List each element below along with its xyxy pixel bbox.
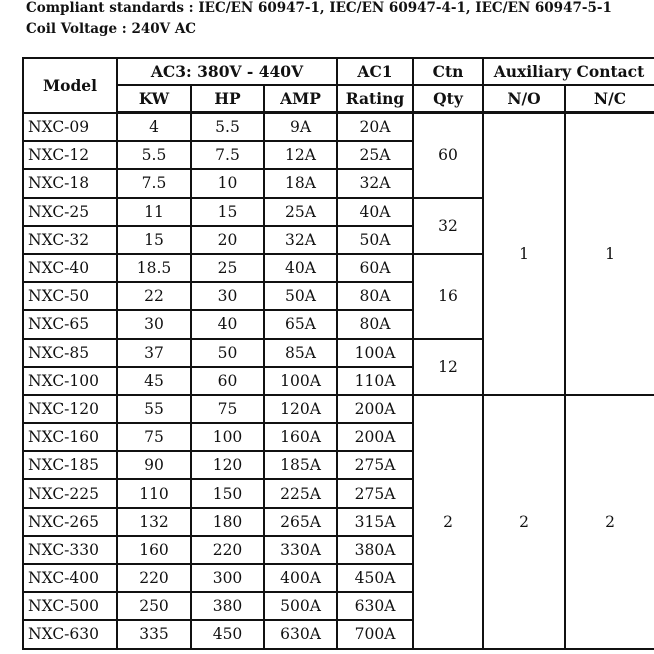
ac1-rating-cell: 50A xyxy=(337,226,413,254)
ac1-rating-cell: 110A xyxy=(337,367,413,395)
model-cell: NXC-09 xyxy=(23,113,117,142)
kw-cell: 22 xyxy=(117,282,191,310)
ac1-rating-cell: 25A xyxy=(337,141,413,169)
table-body xyxy=(23,113,654,649)
hp-cell: 5.5 xyxy=(191,113,264,142)
kw-cell: 45 xyxy=(117,367,191,395)
ctn-qty-cell: 32 xyxy=(413,198,483,254)
subheader-kw: KW xyxy=(117,85,191,113)
hp-cell: 15 xyxy=(191,198,264,226)
amp-cell: 85A xyxy=(264,339,337,367)
model-cell: NXC-185 xyxy=(23,451,117,479)
model-cell: NXC-225 xyxy=(23,479,117,507)
hp-cell: 100 xyxy=(191,423,264,451)
header-ac1: AC1 xyxy=(337,58,413,85)
aux-no-cell: 1 xyxy=(483,113,565,395)
ac1-rating-cell: 200A xyxy=(337,395,413,423)
amp-cell: 9A xyxy=(264,113,337,142)
kw-cell: 110 xyxy=(117,479,191,507)
amp-cell: 18A xyxy=(264,169,337,197)
ac1-rating-cell: 700A xyxy=(337,620,413,648)
ac1-rating-cell: 60A xyxy=(337,254,413,282)
ac1-rating-cell: 380A xyxy=(337,536,413,564)
hp-cell: 220 xyxy=(191,536,264,564)
subheader-nc: N/C xyxy=(565,85,654,113)
ac1-rating-cell: 200A xyxy=(337,423,413,451)
hp-cell: 150 xyxy=(191,479,264,507)
kw-cell: 15 xyxy=(117,226,191,254)
amp-cell: 32A xyxy=(264,226,337,254)
model-cell: NXC-18 xyxy=(23,169,117,197)
amp-cell: 12A xyxy=(264,141,337,169)
amp-cell: 630A xyxy=(264,620,337,648)
ac1-rating-cell: 80A xyxy=(337,282,413,310)
ctn-qty-cell: 16 xyxy=(413,254,483,339)
kw-cell: 4 xyxy=(117,113,191,142)
model-cell: NXC-32 xyxy=(23,226,117,254)
model-cell: NXC-25 xyxy=(23,198,117,226)
hp-cell: 60 xyxy=(191,367,264,395)
hp-cell: 50 xyxy=(191,339,264,367)
ac1-rating-cell: 630A xyxy=(337,592,413,620)
kw-cell: 18.5 xyxy=(117,254,191,282)
model-cell: NXC-400 xyxy=(23,564,117,592)
ac1-rating-cell: 275A xyxy=(337,451,413,479)
ac1-rating-cell: 275A xyxy=(337,479,413,507)
kw-cell: 30 xyxy=(117,310,191,338)
model-cell: NXC-12 xyxy=(23,141,117,169)
model-cell: NXC-100 xyxy=(23,367,117,395)
hp-cell: 7.5 xyxy=(191,141,264,169)
header-ctn: Ctn xyxy=(413,58,483,85)
model-cell: NXC-65 xyxy=(23,310,117,338)
model-cell: NXC-120 xyxy=(23,395,117,423)
kw-cell: 5.5 xyxy=(117,141,191,169)
hp-cell: 380 xyxy=(191,592,264,620)
model-cell: NXC-160 xyxy=(23,423,117,451)
kw-cell: 335 xyxy=(117,620,191,648)
kw-cell: 7.5 xyxy=(117,169,191,197)
ac1-rating-cell: 80A xyxy=(337,310,413,338)
amp-cell: 330A xyxy=(264,536,337,564)
model-cell: NXC-50 xyxy=(23,282,117,310)
hp-cell: 180 xyxy=(191,508,264,536)
model-cell: NXC-630 xyxy=(23,620,117,648)
hp-cell: 450 xyxy=(191,620,264,648)
ac1-rating-cell: 32A xyxy=(337,169,413,197)
table-row xyxy=(23,113,654,142)
amp-cell: 185A xyxy=(264,451,337,479)
kw-cell: 75 xyxy=(117,423,191,451)
hp-cell: 25 xyxy=(191,254,264,282)
ac1-rating-cell: 40A xyxy=(337,198,413,226)
amp-cell: 400A xyxy=(264,564,337,592)
kw-cell: 55 xyxy=(117,395,191,423)
amp-cell: 40A xyxy=(264,254,337,282)
subheader-amp: AMP xyxy=(264,85,337,113)
amp-cell: 265A xyxy=(264,508,337,536)
ctn-qty-cell: 2 xyxy=(413,395,483,649)
amp-cell: 120A xyxy=(264,395,337,423)
table-row xyxy=(23,395,654,423)
ac1-rating-cell: 450A xyxy=(337,564,413,592)
coil-voltage-line: Coil Voltage : 240V AC xyxy=(26,21,197,37)
kw-cell: 11 xyxy=(117,198,191,226)
kw-cell: 90 xyxy=(117,451,191,479)
hp-cell: 300 xyxy=(191,564,264,592)
kw-cell: 250 xyxy=(117,592,191,620)
model-cell: NXC-85 xyxy=(23,339,117,367)
amp-cell: 65A xyxy=(264,310,337,338)
ctn-qty-cell: 60 xyxy=(413,113,483,198)
hp-cell: 20 xyxy=(191,226,264,254)
header-ac3: AC3: 380V - 440V xyxy=(117,58,337,85)
amp-cell: 225A xyxy=(264,479,337,507)
subheader-rating: Rating xyxy=(337,85,413,113)
hp-cell: 30 xyxy=(191,282,264,310)
ac1-rating-cell: 100A xyxy=(337,339,413,367)
aux-no-cell: 2 xyxy=(483,395,565,649)
aux-nc-cell: 2 xyxy=(565,395,654,649)
amp-cell: 50A xyxy=(264,282,337,310)
ctn-qty-cell: 12 xyxy=(413,339,483,395)
kw-cell: 37 xyxy=(117,339,191,367)
model-cell: NXC-500 xyxy=(23,592,117,620)
aux-nc-cell: 1 xyxy=(565,113,654,395)
amp-cell: 25A xyxy=(264,198,337,226)
contactor-spec-table xyxy=(22,57,654,650)
kw-cell: 132 xyxy=(117,508,191,536)
header-model: Model xyxy=(23,58,117,113)
amp-cell: 500A xyxy=(264,592,337,620)
ac1-rating-cell: 20A xyxy=(337,113,413,142)
header-auxiliary-contact: Auxiliary Contact xyxy=(483,58,654,85)
model-cell: NXC-40 xyxy=(23,254,117,282)
model-cell: NXC-330 xyxy=(23,536,117,564)
hp-cell: 75 xyxy=(191,395,264,423)
subheader-hp: HP xyxy=(191,85,264,113)
amp-cell: 100A xyxy=(264,367,337,395)
model-cell: NXC-265 xyxy=(23,508,117,536)
hp-cell: 10 xyxy=(191,169,264,197)
amp-cell: 160A xyxy=(264,423,337,451)
subheader-no: N/O xyxy=(483,85,565,113)
kw-cell: 220 xyxy=(117,564,191,592)
hp-cell: 120 xyxy=(191,451,264,479)
standards-line: Compliant standards : IEC/EN 60947-1, IEC/EN 60947-4-1, IEC/EN 60947-5-1 xyxy=(26,0,612,16)
subheader-qty: Qty xyxy=(413,85,483,113)
ac1-rating-cell: 315A xyxy=(337,508,413,536)
hp-cell: 40 xyxy=(191,310,264,338)
kw-cell: 160 xyxy=(117,536,191,564)
